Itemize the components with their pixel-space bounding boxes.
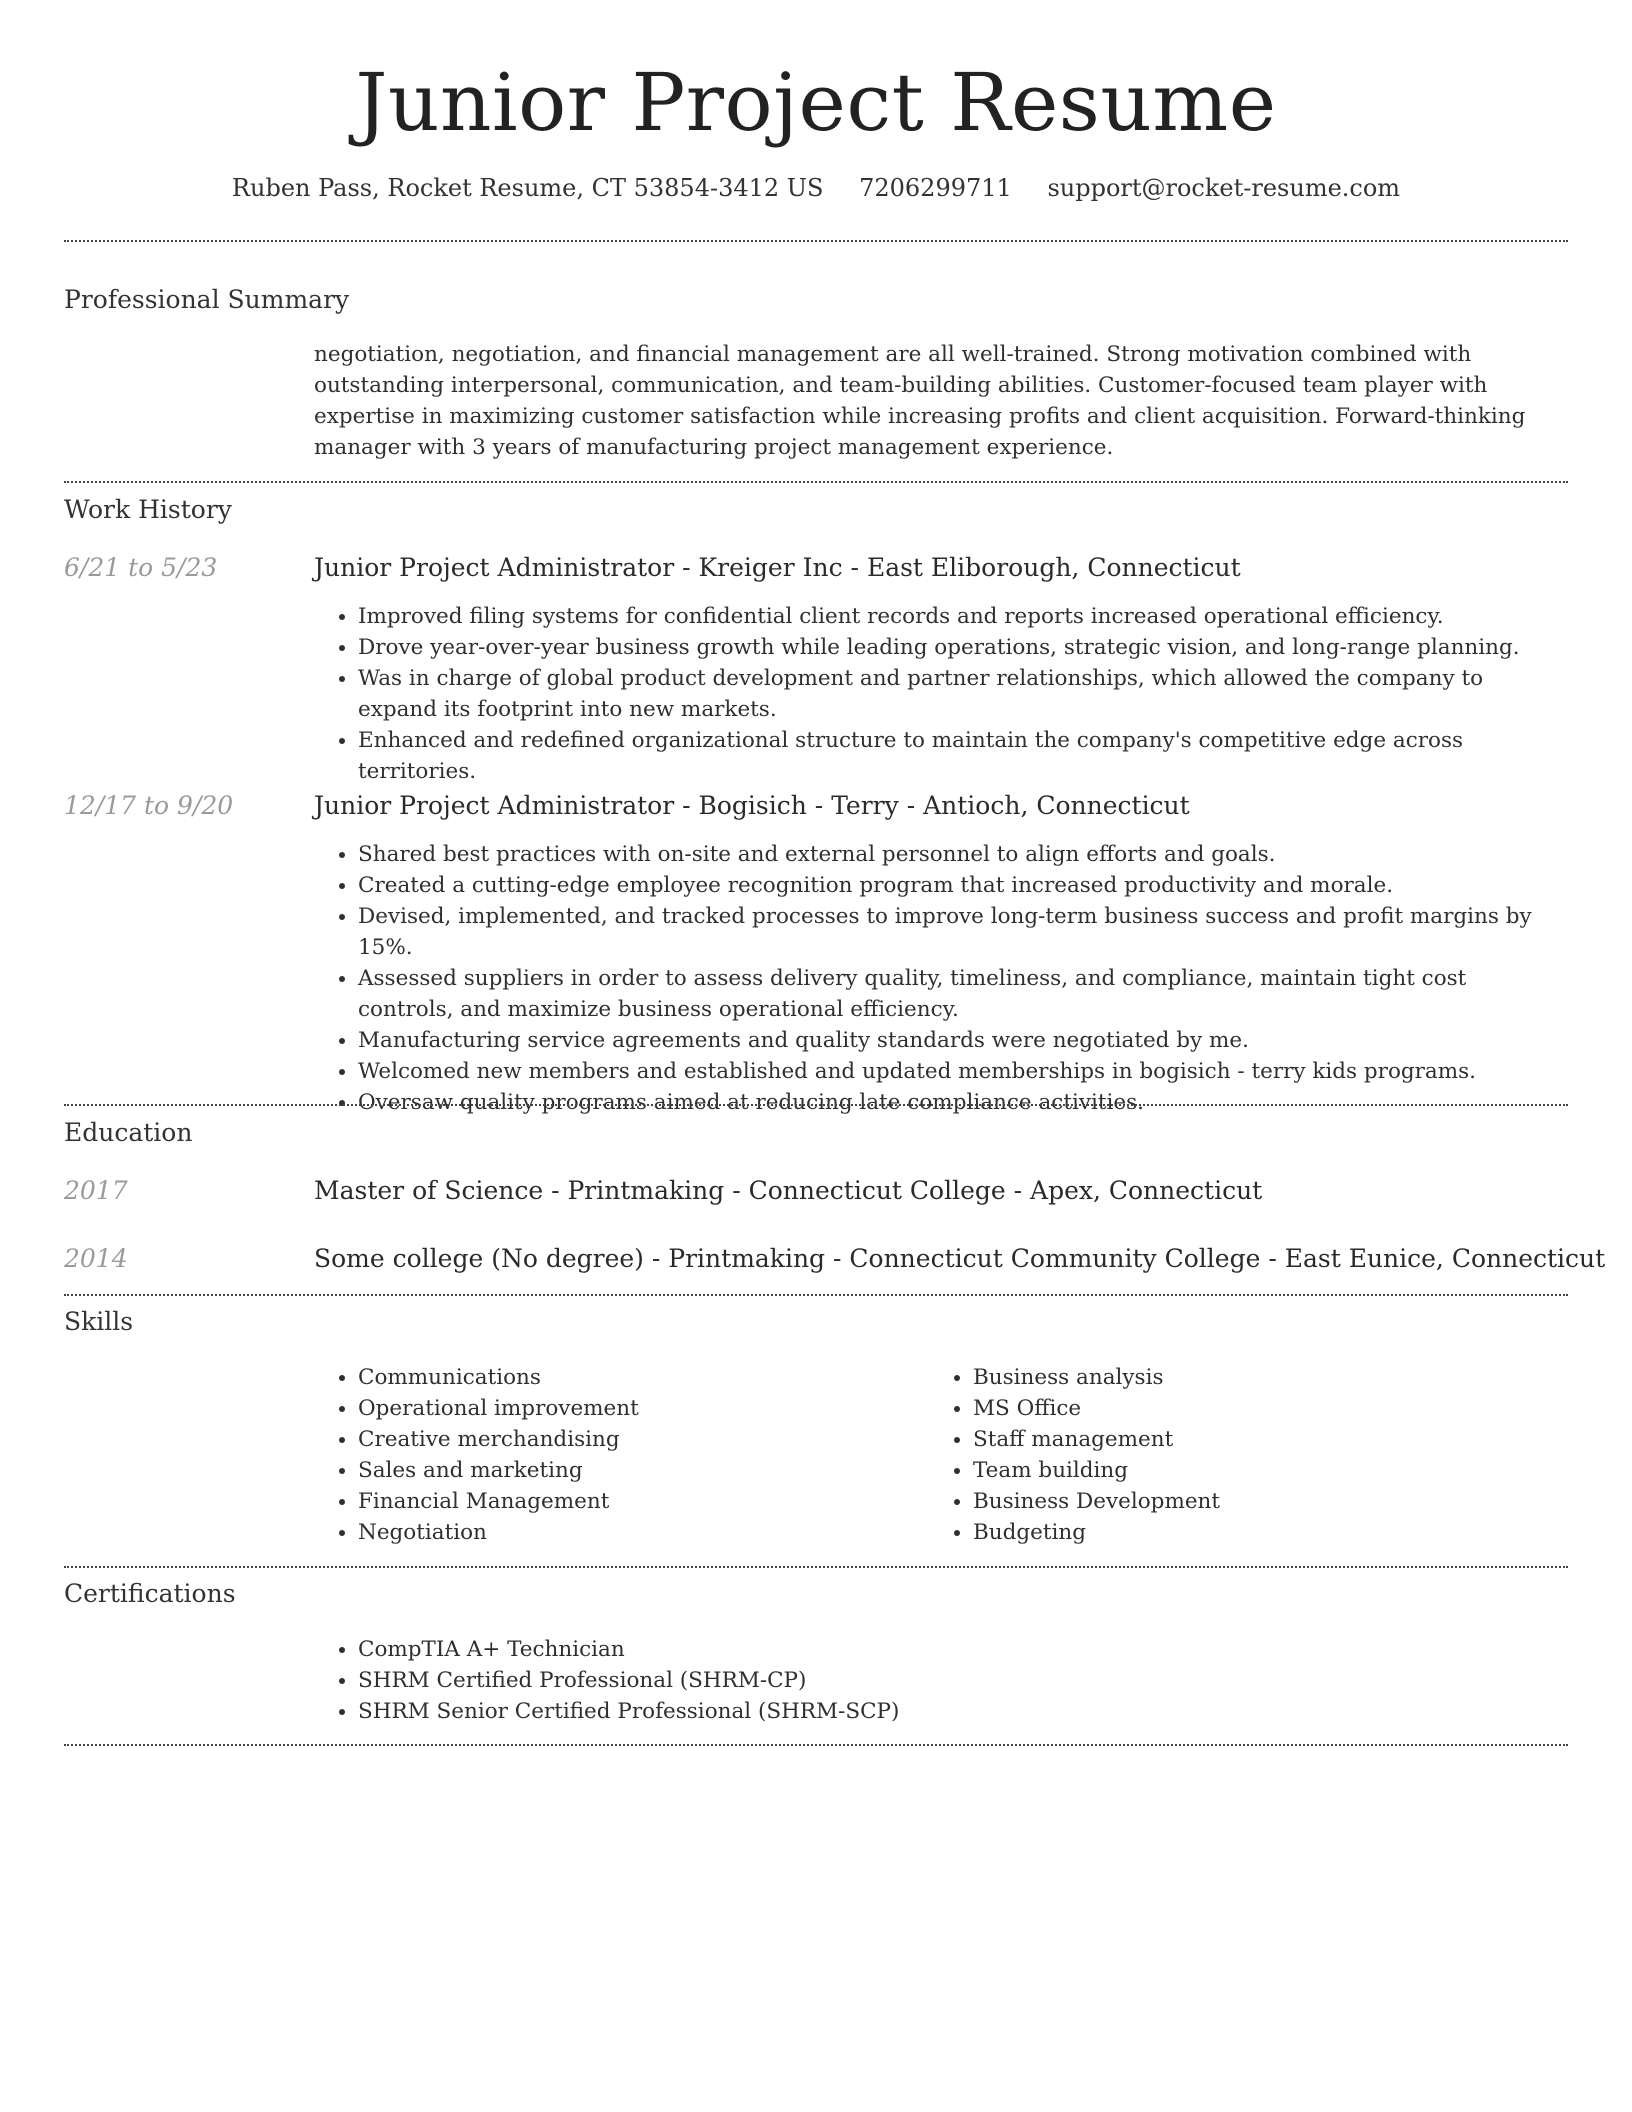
list-item: • Business Development: [973, 1486, 1529, 1517]
divider: [64, 481, 1568, 483]
contact-email: support@rocket-resume.com: [1047, 174, 1401, 202]
divider: [64, 1566, 1568, 1568]
divider: [64, 1294, 1568, 1296]
job-title: Junior Project Administrator - Kreiger Inc - East Eliborough, Connecticut: [314, 553, 1241, 582]
section-title-work: Work History: [64, 495, 232, 524]
list-item: • Assessed suppliers in order to assess delivery quality, timeliness, and compliance, maintain tight cost controls, and maximize business operational efficiency.: [358, 963, 1568, 1025]
list-item: • Oversaw quality programs aimed at reducing late compliance activities.: [358, 1087, 1568, 1118]
skills-list-left: [314, 1362, 914, 1548]
list-item: • Team building: [973, 1455, 1529, 1486]
list-item: • Creative merchandising: [358, 1424, 914, 1455]
skills-list-right: [929, 1362, 1529, 1548]
list-item: • SHRM Senior Certified Professional (SHRM-SCP): [358, 1696, 1568, 1727]
contact-line: [64, 170, 1568, 206]
list-item: • Negotiation: [358, 1517, 914, 1548]
list-item: • Shared best practices with on-site and external personnel to align efforts and goals.: [358, 839, 1568, 870]
job-title: Junior Project Administrator - Bogisich - Terry - Antioch, Connecticut: [314, 791, 1190, 820]
list-item: • Enhanced and redefined organizational structure to maintain the company's competitive edge across territories.: [358, 725, 1568, 787]
list-item: • Created a cutting-edge employee recognition program that increased productivity and morale.: [358, 870, 1568, 901]
list-item: • Operational improvement: [358, 1393, 914, 1424]
certifications-list: [314, 1634, 1568, 1727]
job-dates: 12/17 to 9/20: [64, 791, 234, 820]
education-year: 2017: [64, 1176, 128, 1205]
list-item: • SHRM Certified Professional (SHRM-CP): [358, 1665, 1568, 1696]
section-title-education: Education: [64, 1118, 193, 1147]
section-title-skills: Skills: [64, 1307, 134, 1336]
resume-title: Junior Project Resume: [355, 56, 1277, 149]
list-item: • Financial Management: [358, 1486, 914, 1517]
education-entry: Some college (No degree) - Printmaking - Connecticut Community College - East Eunice, Connecticut: [314, 1244, 1606, 1273]
list-item: • Manufacturing service agreements and quality standards were negotiated by me.: [358, 1025, 1568, 1056]
job-dates: 6/21 to 5/23: [64, 553, 218, 582]
job-bullets: [314, 839, 1568, 1118]
list-item: • Drove year-over-year business growth while leading operations, strategic vision, and long-range planning.: [358, 632, 1568, 663]
list-item: • Sales and marketing: [358, 1455, 914, 1486]
section-title-certifications: Certifications: [64, 1579, 236, 1608]
divider: [64, 1104, 1568, 1106]
divider: [64, 240, 1568, 242]
list-item: • Communications: [358, 1362, 914, 1393]
list-item: • Devised, implemented, and tracked processes to improve long-term business success and profit margins by 15%.: [358, 901, 1568, 963]
divider: [64, 1744, 1568, 1746]
job-bullets: [314, 601, 1568, 787]
list-item: • CompTIA A+ Technician: [358, 1634, 1568, 1665]
summary-text: negotiation, negotiation, and financial management are all well-trained. Strong motivation combined with outstanding interpersonal, communication, and team-building abilities. Customer-focused team player with expertise in maximizing customer satisfaction while increasing profits and client acquisition. Forward-thinking manager with 3 years of manufacturing project management experience.: [314, 342, 1526, 460]
education-year: 2014: [64, 1244, 128, 1273]
list-item: • Budgeting: [973, 1517, 1529, 1548]
list-item: • Welcomed new members and established and updated memberships in bogisich - terry kids programs.: [358, 1056, 1568, 1087]
list-item: • MS Office: [973, 1393, 1529, 1424]
list-item: • Business analysis: [973, 1362, 1529, 1393]
education-entry: Master of Science - Printmaking - Connecticut College - Apex, Connecticut: [314, 1176, 1263, 1205]
list-item: • Was in charge of global product development and partner relationships, which allowed the company to expand its footprint into new markets.: [358, 663, 1568, 725]
contact-address: Ruben Pass, Rocket Resume, CT 53854-3412 US: [231, 174, 824, 202]
list-item: • Improved filing systems for confidential client records and reports increased operational efficiency.: [358, 601, 1568, 632]
section-title-summary: Professional Summary: [64, 285, 350, 314]
contact-phone: 7206299711: [859, 174, 1012, 202]
list-item: • Staff management: [973, 1424, 1529, 1455]
